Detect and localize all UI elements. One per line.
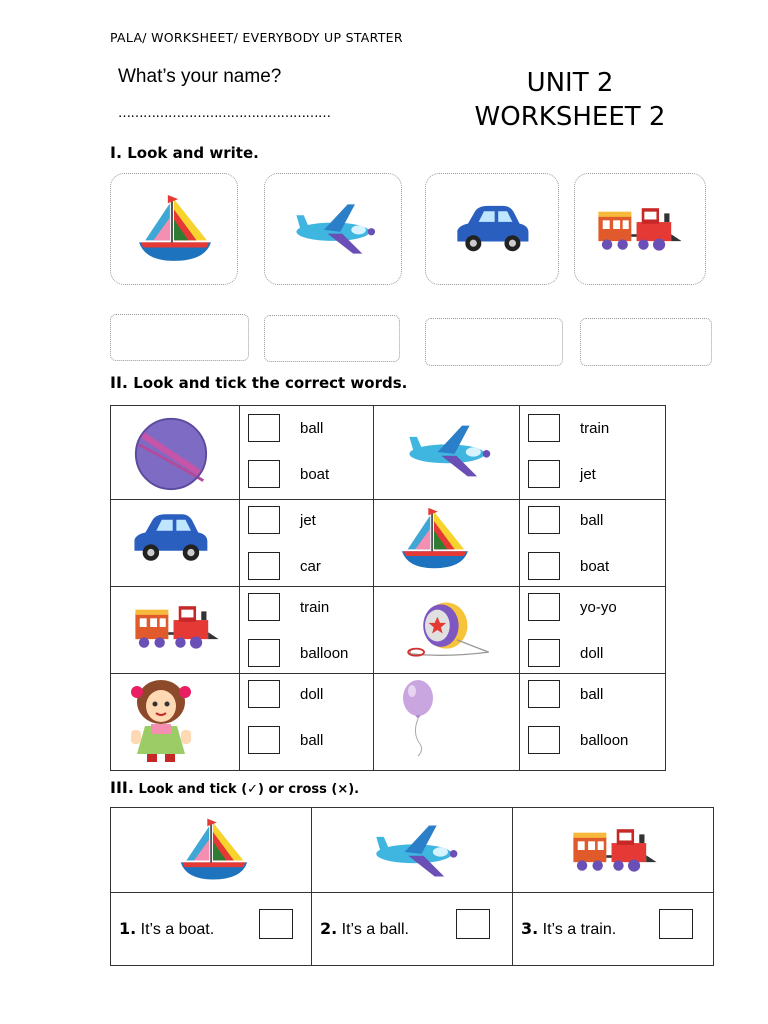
- table-row: [111, 500, 666, 587]
- option-label: doll: [300, 685, 324, 703]
- sentence: [119, 919, 214, 939]
- options-cell: [520, 406, 666, 500]
- option: [528, 414, 609, 442]
- section-3-number: III.: [110, 778, 134, 797]
- option: [528, 680, 603, 708]
- options-cell: [240, 406, 374, 500]
- tick-checkbox[interactable]: [528, 552, 560, 580]
- plane-icon: [400, 418, 494, 484]
- option: [528, 460, 596, 488]
- option-label: ball: [580, 511, 604, 529]
- tick-words-table: [110, 405, 666, 771]
- table-row: [111, 674, 666, 771]
- sentence: [320, 919, 409, 939]
- picture-cell: [111, 808, 312, 893]
- option-label: jet: [580, 465, 596, 483]
- section-1-number: I.: [110, 143, 123, 162]
- sentence-cell: [513, 893, 714, 966]
- options-cell: [240, 587, 374, 674]
- option-label: boat: [580, 557, 610, 575]
- table-row: [111, 406, 666, 500]
- sentence-number: 2.: [320, 919, 338, 938]
- tick-checkbox[interactable]: [248, 593, 280, 621]
- option-label: ball: [300, 419, 324, 437]
- option-label: ball: [300, 731, 324, 749]
- tick-checkbox[interactable]: [528, 506, 560, 534]
- table-row: [111, 587, 666, 674]
- balloon-icon: [398, 678, 438, 758]
- option-label: ball: [580, 685, 604, 703]
- name-question: What’s your name?: [118, 66, 282, 87]
- option: [528, 593, 617, 621]
- picture-cell: [312, 808, 513, 893]
- picture-box-plane: [264, 173, 402, 285]
- option: [248, 460, 329, 488]
- option: [248, 726, 323, 754]
- options-cell: [240, 500, 374, 587]
- plane-icon: [287, 197, 379, 261]
- options-cell: [520, 500, 666, 587]
- option: [528, 639, 603, 667]
- sentence-number: 3.: [521, 919, 539, 938]
- tick-checkbox[interactable]: [528, 726, 560, 754]
- tick-checkbox[interactable]: [248, 460, 280, 488]
- picture-cell: [374, 500, 520, 587]
- write-box-1[interactable]: [110, 314, 249, 361]
- tick-checkbox[interactable]: [248, 552, 280, 580]
- picture-cell: [374, 587, 520, 674]
- tick-checkbox[interactable]: [528, 680, 560, 708]
- option-label: car: [300, 557, 321, 575]
- car-icon: [129, 510, 211, 566]
- write-box-2[interactable]: [264, 315, 400, 362]
- tick-cross-box[interactable]: [456, 909, 490, 939]
- tick-cross-table: [110, 807, 714, 966]
- tick-checkbox[interactable]: [248, 506, 280, 534]
- ball-icon: [131, 416, 211, 492]
- picture-cell: [374, 406, 520, 500]
- title-unit: UNIT 2: [526, 68, 614, 98]
- picture-cell: [513, 808, 714, 893]
- picture-cell: [111, 500, 240, 587]
- section-1-instruction: Look and write.: [122, 144, 259, 162]
- table-row: [111, 808, 714, 893]
- picture-cell: [111, 406, 240, 500]
- worksheet-header: PALA/ WORKSHEET/ EVERYBODY UP STARTER: [110, 30, 403, 45]
- option: [248, 593, 329, 621]
- sentence-text: It’s a boat.: [136, 921, 215, 938]
- section-3-heading: [110, 778, 359, 797]
- name-answer-line[interactable]: ……………………………………………: [118, 106, 331, 121]
- option-label: jet: [300, 511, 316, 529]
- tick-checkbox[interactable]: [528, 639, 560, 667]
- tick-checkbox[interactable]: [528, 414, 560, 442]
- sentence-text: It’s a ball.: [337, 921, 409, 938]
- table-row: [111, 893, 714, 966]
- options-cell: [520, 587, 666, 674]
- option-label: train: [300, 598, 330, 616]
- tick-cross-box[interactable]: [659, 909, 693, 939]
- plane-icon: [366, 818, 462, 884]
- car-icon: [452, 201, 532, 257]
- section-3-instruction: Look and tick (✓) or cross (×).: [133, 782, 360, 797]
- section-1-heading: [110, 143, 259, 162]
- sentence-number: 1.: [119, 919, 137, 938]
- boat-icon: [396, 506, 472, 572]
- option: [248, 506, 316, 534]
- doll-icon: [121, 676, 201, 766]
- tick-checkbox[interactable]: [248, 726, 280, 754]
- tick-checkbox[interactable]: [528, 593, 560, 621]
- sentence-cell: [111, 893, 312, 966]
- option-label: boat: [300, 465, 330, 483]
- option: [528, 552, 609, 580]
- write-box-4[interactable]: [580, 318, 712, 366]
- title-worksheet: WORKSHEET 2: [474, 102, 666, 132]
- option-label: yo-yo: [580, 598, 617, 616]
- tick-cross-box[interactable]: [259, 909, 293, 939]
- options-cell: [520, 674, 666, 771]
- boat-icon: [175, 814, 251, 886]
- option: [248, 414, 323, 442]
- sentence-text: It’s a train.: [538, 921, 617, 938]
- option-label: train: [580, 419, 610, 437]
- tick-checkbox[interactable]: [528, 460, 560, 488]
- section-2-heading: [110, 373, 407, 392]
- picture-box-boat: [110, 173, 238, 285]
- option-label: balloon: [580, 731, 629, 749]
- option-label: balloon: [300, 644, 349, 662]
- boat-icon: [132, 193, 216, 265]
- train-icon: [571, 824, 659, 876]
- picture-cell: [374, 674, 520, 771]
- tick-checkbox[interactable]: [248, 680, 280, 708]
- section-2-number: II.: [110, 373, 128, 392]
- picture-cell: [111, 674, 240, 771]
- picture-cell: [111, 587, 240, 674]
- options-cell: [240, 674, 374, 771]
- option: [528, 726, 628, 754]
- sentence: [521, 919, 616, 939]
- tick-checkbox[interactable]: [248, 414, 280, 442]
- tick-checkbox[interactable]: [248, 639, 280, 667]
- option: [248, 552, 321, 580]
- train-icon: [596, 203, 684, 255]
- write-box-3[interactable]: [425, 318, 563, 366]
- worksheet-title: [470, 66, 670, 134]
- option: [248, 680, 323, 708]
- option: [248, 639, 348, 667]
- section-2-instruction: Look and tick the correct words.: [127, 374, 408, 392]
- train-icon: [133, 601, 221, 653]
- picture-box-car: [425, 173, 559, 285]
- option-label: doll: [580, 644, 604, 662]
- yoyo-icon: [398, 599, 498, 661]
- sentence-cell: [312, 893, 513, 966]
- picture-box-train: [574, 173, 706, 285]
- option: [528, 506, 603, 534]
